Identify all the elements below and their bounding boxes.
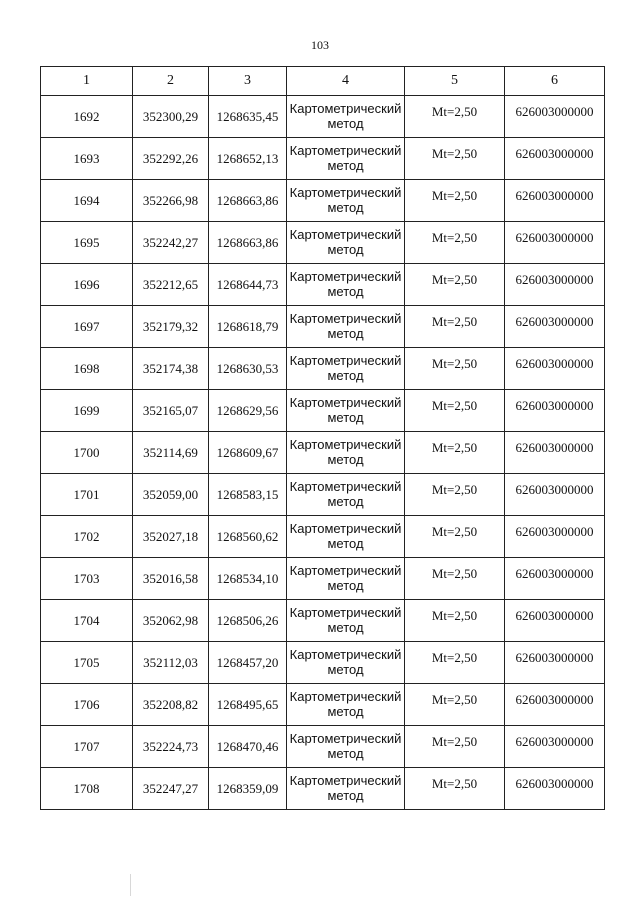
- method-line: метод: [327, 536, 364, 551]
- point-number-cell: 1707: [41, 726, 133, 768]
- method-line: метод: [327, 242, 364, 257]
- method-line: метод: [327, 494, 364, 509]
- accuracy-cell: Mt=2,50: [405, 558, 505, 600]
- point-number-cell: 1702: [41, 516, 133, 558]
- table-row: [41, 558, 605, 600]
- point-number-cell: 1708: [41, 768, 133, 810]
- method-cell: [287, 96, 405, 138]
- method-line: метод: [327, 200, 364, 215]
- table-row: [41, 684, 605, 726]
- method-cell: [287, 726, 405, 768]
- point-number-cell: 1705: [41, 642, 133, 684]
- accuracy-cell: Mt=2,50: [405, 264, 505, 306]
- table-row: [41, 222, 605, 264]
- code-cell: 626003000000: [505, 306, 605, 348]
- accuracy-cell: Mt=2,50: [405, 390, 505, 432]
- code-cell: 626003000000: [505, 768, 605, 810]
- method-line: Картометрический: [289, 689, 402, 704]
- x-coordinate-cell: 352062,98: [133, 600, 209, 642]
- y-coordinate-cell: 1268506,26: [209, 600, 287, 642]
- table-row: [41, 138, 605, 180]
- table-row: [41, 390, 605, 432]
- x-coordinate-cell: 352292,26: [133, 138, 209, 180]
- code-cell: 626003000000: [505, 642, 605, 684]
- point-number-cell: 1701: [41, 474, 133, 516]
- column-header: 6: [505, 67, 605, 96]
- accuracy-cell: Mt=2,50: [405, 516, 505, 558]
- table-row: [41, 180, 605, 222]
- table-row: [41, 96, 605, 138]
- accuracy-cell: Mt=2,50: [405, 222, 505, 264]
- method-cell: [287, 600, 405, 642]
- code-cell: 626003000000: [505, 684, 605, 726]
- accuracy-cell: Mt=2,50: [405, 600, 505, 642]
- y-coordinate-cell: 1268652,13: [209, 138, 287, 180]
- code-cell: 626003000000: [505, 516, 605, 558]
- method-cell: [287, 348, 405, 390]
- scan-artifact: [130, 874, 131, 896]
- y-coordinate-cell: 1268583,15: [209, 474, 287, 516]
- x-coordinate-cell: 352179,32: [133, 306, 209, 348]
- x-coordinate-cell: 352027,18: [133, 516, 209, 558]
- method-cell: [287, 306, 405, 348]
- code-cell: 626003000000: [505, 600, 605, 642]
- code-cell: 626003000000: [505, 474, 605, 516]
- x-coordinate-cell: 352174,38: [133, 348, 209, 390]
- method-line: Картометрический: [289, 773, 402, 788]
- accuracy-cell: Mt=2,50: [405, 726, 505, 768]
- accuracy-cell: Mt=2,50: [405, 474, 505, 516]
- table-row: [41, 726, 605, 768]
- method-cell: [287, 222, 405, 264]
- table-row: [41, 432, 605, 474]
- method-cell: [287, 390, 405, 432]
- column-header: 2: [133, 67, 209, 96]
- column-header: 1: [41, 67, 133, 96]
- y-coordinate-cell: 1268534,10: [209, 558, 287, 600]
- point-number-cell: 1706: [41, 684, 133, 726]
- page-number: 103: [311, 38, 329, 52]
- method-line: Картометрический: [289, 143, 402, 158]
- method-line: метод: [327, 326, 364, 341]
- x-coordinate-cell: 352266,98: [133, 180, 209, 222]
- column-header: 4: [287, 67, 405, 96]
- table-row: [41, 600, 605, 642]
- accuracy-cell: Mt=2,50: [405, 642, 505, 684]
- y-coordinate-cell: 1268609,67: [209, 432, 287, 474]
- column-header: 3: [209, 67, 287, 96]
- point-number-cell: 1698: [41, 348, 133, 390]
- method-line: метод: [327, 620, 364, 635]
- y-coordinate-cell: 1268618,79: [209, 306, 287, 348]
- point-number-cell: 1693: [41, 138, 133, 180]
- point-number-cell: 1694: [41, 180, 133, 222]
- code-cell: 626003000000: [505, 138, 605, 180]
- method-line: метод: [327, 746, 364, 761]
- method-line: Картометрический: [289, 563, 402, 578]
- point-number-cell: 1695: [41, 222, 133, 264]
- column-header: 5: [405, 67, 505, 96]
- y-coordinate-cell: 1268560,62: [209, 516, 287, 558]
- y-coordinate-cell: 1268644,73: [209, 264, 287, 306]
- method-line: метод: [327, 410, 364, 425]
- y-coordinate-cell: 1268630,53: [209, 348, 287, 390]
- x-coordinate-cell: 352300,29: [133, 96, 209, 138]
- code-cell: 626003000000: [505, 432, 605, 474]
- x-coordinate-cell: 352112,03: [133, 642, 209, 684]
- method-line: Картометрический: [289, 269, 402, 284]
- table-row: [41, 516, 605, 558]
- point-number-cell: 1692: [41, 96, 133, 138]
- method-line: Картометрический: [289, 185, 402, 200]
- method-cell: [287, 516, 405, 558]
- method-line: Картометрический: [289, 227, 402, 242]
- method-cell: [287, 558, 405, 600]
- accuracy-cell: Mt=2,50: [405, 768, 505, 810]
- x-coordinate-cell: 352059,00: [133, 474, 209, 516]
- table-header-row: [41, 67, 605, 96]
- x-coordinate-cell: 352242,27: [133, 222, 209, 264]
- point-number-cell: 1704: [41, 600, 133, 642]
- table-row: [41, 474, 605, 516]
- method-line: Картометрический: [289, 101, 402, 116]
- method-line: Картометрический: [289, 605, 402, 620]
- method-line: Картометрический: [289, 479, 402, 494]
- method-line: метод: [327, 662, 364, 677]
- code-cell: 626003000000: [505, 558, 605, 600]
- table-body: [41, 96, 605, 810]
- y-coordinate-cell: 1268629,56: [209, 390, 287, 432]
- y-coordinate-cell: 1268359,09: [209, 768, 287, 810]
- accuracy-cell: Mt=2,50: [405, 348, 505, 390]
- y-coordinate-cell: 1268635,45: [209, 96, 287, 138]
- y-coordinate-cell: 1268457,20: [209, 642, 287, 684]
- method-line: Картометрический: [289, 731, 402, 746]
- method-cell: [287, 642, 405, 684]
- method-line: метод: [327, 368, 364, 383]
- table-row: [41, 306, 605, 348]
- x-coordinate-cell: 352208,82: [133, 684, 209, 726]
- method-line: Картометрический: [289, 437, 402, 452]
- code-cell: 626003000000: [505, 348, 605, 390]
- method-cell: [287, 474, 405, 516]
- code-cell: 626003000000: [505, 180, 605, 222]
- y-coordinate-cell: 1268495,65: [209, 684, 287, 726]
- accuracy-cell: Mt=2,50: [405, 432, 505, 474]
- method-line: Картометрический: [289, 647, 402, 662]
- x-coordinate-cell: 352212,65: [133, 264, 209, 306]
- code-cell: 626003000000: [505, 96, 605, 138]
- point-number-cell: 1699: [41, 390, 133, 432]
- table-header: [41, 67, 605, 96]
- method-line: метод: [327, 704, 364, 719]
- method-line: метод: [327, 158, 364, 173]
- method-line: Картометрический: [289, 521, 402, 536]
- accuracy-cell: Mt=2,50: [405, 138, 505, 180]
- accuracy-cell: Mt=2,50: [405, 306, 505, 348]
- method-line: метод: [327, 284, 364, 299]
- x-coordinate-cell: 352247,27: [133, 768, 209, 810]
- method-line: метод: [327, 578, 364, 593]
- x-coordinate-cell: 352114,69: [133, 432, 209, 474]
- method-line: метод: [327, 116, 364, 131]
- method-cell: [287, 684, 405, 726]
- x-coordinate-cell: 352165,07: [133, 390, 209, 432]
- method-line: Картометрический: [289, 353, 402, 368]
- method-line: Картометрический: [289, 311, 402, 326]
- y-coordinate-cell: 1268663,86: [209, 222, 287, 264]
- y-coordinate-cell: 1268470,46: [209, 726, 287, 768]
- method-cell: [287, 180, 405, 222]
- point-number-cell: 1696: [41, 264, 133, 306]
- method-line: метод: [327, 788, 364, 803]
- coordinates-table: [40, 66, 605, 810]
- point-number-cell: 1697: [41, 306, 133, 348]
- point-number-cell: 1700: [41, 432, 133, 474]
- code-cell: 626003000000: [505, 264, 605, 306]
- code-cell: 626003000000: [505, 222, 605, 264]
- code-cell: 626003000000: [505, 390, 605, 432]
- accuracy-cell: Mt=2,50: [405, 96, 505, 138]
- x-coordinate-cell: 352016,58: [133, 558, 209, 600]
- table-row: [41, 768, 605, 810]
- table-row: [41, 264, 605, 306]
- table-row: [41, 348, 605, 390]
- method-cell: [287, 432, 405, 474]
- y-coordinate-cell: 1268663,86: [209, 180, 287, 222]
- accuracy-cell: Mt=2,50: [405, 180, 505, 222]
- accuracy-cell: Mt=2,50: [405, 684, 505, 726]
- point-number-cell: 1703: [41, 558, 133, 600]
- x-coordinate-cell: 352224,73: [133, 726, 209, 768]
- method-cell: [287, 264, 405, 306]
- code-cell: 626003000000: [505, 726, 605, 768]
- method-line: метод: [327, 452, 364, 467]
- table-row: [41, 642, 605, 684]
- method-cell: [287, 768, 405, 810]
- method-cell: [287, 138, 405, 180]
- method-line: Картометрический: [289, 395, 402, 410]
